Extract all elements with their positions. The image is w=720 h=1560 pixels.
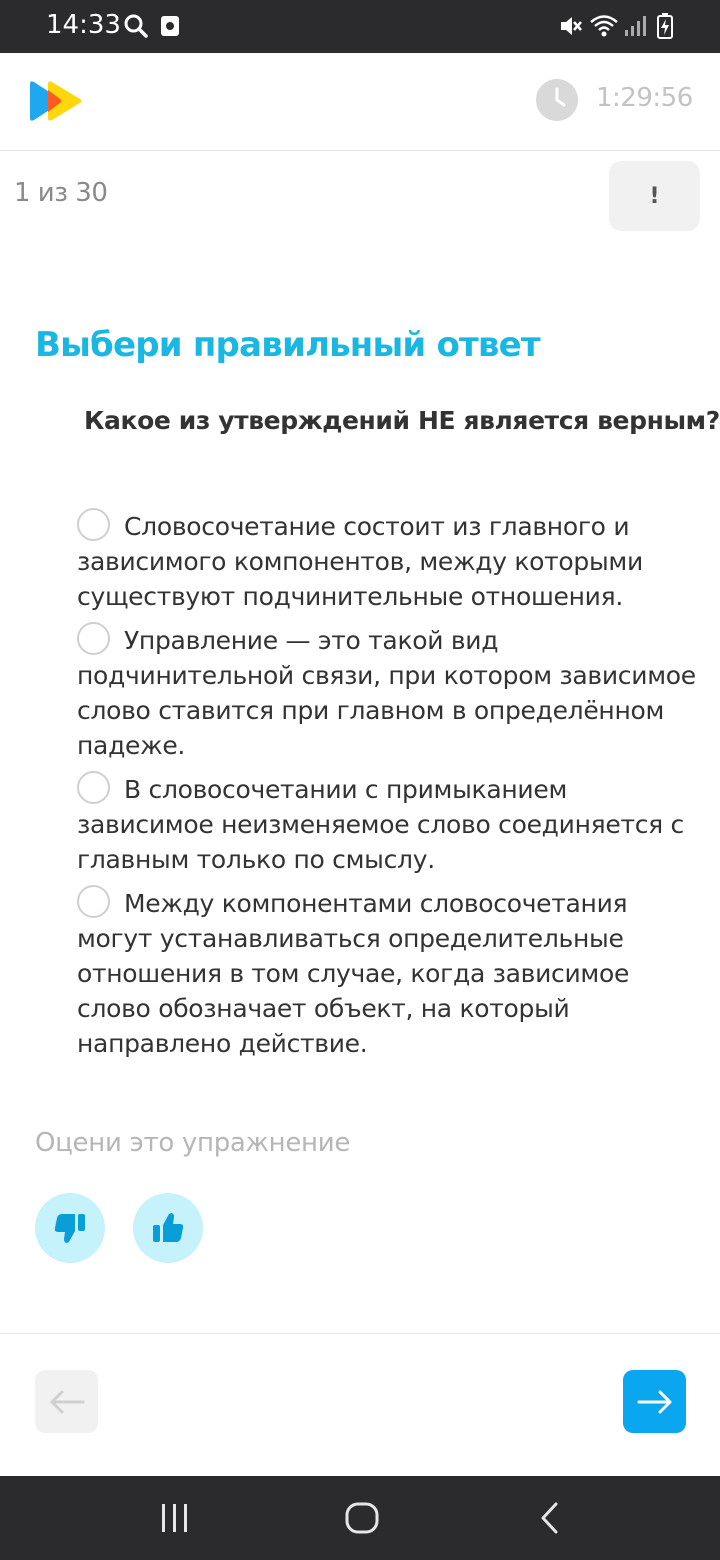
thumbs-up-icon — [150, 1210, 186, 1246]
mute-icon — [558, 14, 582, 38]
app-header — [0, 53, 720, 151]
search-icon — [123, 13, 149, 39]
option-text-rest: зависимого компонентов, между которыми существуют подчинительные отношения. — [77, 547, 643, 611]
option-text-rest: могут устанавливаться определительные отношения в том случае, когда зависимое слово обозначает объект, на который направлено действие. — [77, 924, 630, 1058]
answer-option-2[interactable] — [77, 622, 697, 763]
home-icon[interactable] — [344, 1500, 380, 1536]
arrow-right-icon — [637, 1390, 673, 1414]
previous-button[interactable] — [35, 1370, 98, 1433]
question-text: Какое из утверждений НЕ является верным? — [84, 406, 720, 435]
option-text-first-line: Между компонентами словосочетания — [124, 889, 628, 918]
option-text-first-line: В словосочетании с примыканием — [124, 775, 568, 804]
question-progress: 1 из 30 — [14, 178, 108, 208]
radio-button[interactable] — [77, 508, 110, 541]
answer-option-4[interactable] — [77, 885, 697, 1061]
status-time: 14:33 — [46, 10, 121, 40]
next-button[interactable] — [623, 1370, 686, 1433]
battery-charging-icon — [657, 13, 673, 39]
thumbs-down-icon — [52, 1210, 88, 1246]
app-logo[interactable] — [26, 80, 86, 122]
system-navigation-bar — [0, 1476, 720, 1560]
report-button[interactable]: ! — [609, 161, 700, 231]
clock-icon — [536, 79, 578, 121]
option-text-first-line: Управление — это такой вид — [124, 626, 499, 655]
wifi-icon — [589, 13, 619, 39]
timer-text: 1:29:56 — [596, 83, 693, 113]
answer-option-3[interactable] — [77, 771, 697, 877]
dislike-button[interactable] — [35, 1193, 105, 1263]
answer-option-1[interactable] — [77, 508, 697, 614]
radio-button[interactable] — [77, 885, 110, 918]
option-text-rest: зависимое неизменяемое слово соединяется с главным только по смыслу. — [77, 810, 684, 874]
task-title: Выбери правильный ответ — [35, 325, 540, 365]
back-icon[interactable] — [536, 1500, 564, 1536]
arrow-left-icon — [49, 1390, 85, 1414]
option-text-rest: подчинительной связи, при котором зависимое слово ставится при главном в определённом падеже. — [77, 661, 696, 760]
radio-button[interactable] — [77, 622, 110, 655]
like-button[interactable] — [133, 1193, 203, 1263]
option-text-first-line: Словосочетание состоит из главного и — [124, 512, 630, 541]
bottom-navigation — [0, 1333, 720, 1476]
signal-icon — [624, 15, 646, 37]
recent-apps-icon[interactable] — [159, 1500, 191, 1536]
status-bar — [0, 0, 720, 53]
screen-record-icon — [160, 15, 180, 37]
answer-options — [77, 508, 697, 1061]
radio-button[interactable] — [77, 771, 110, 804]
rate-exercise-label: Оцени это упражнение — [35, 1128, 351, 1158]
